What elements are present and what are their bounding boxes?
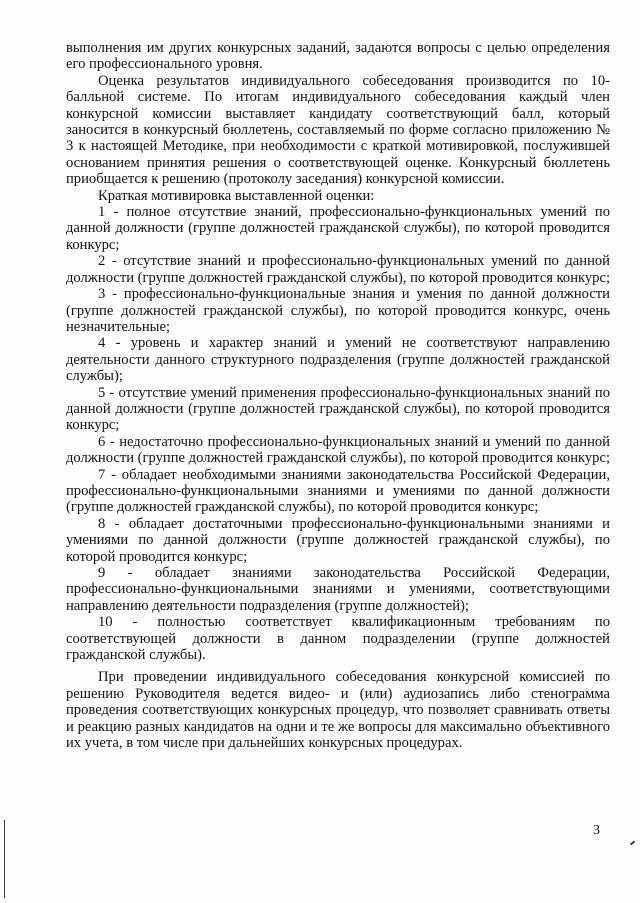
scan-edge-mark [4, 820, 5, 898]
paragraph-13: При проведении индивидуального собеседования конкурсной комиссией по решению Руководителя ведется видео- и (или) аудиозапись либо стенограмма проведения соответствующих конкурсных процедур, что позволяет сравнивать ответы и реакцию разных кандидатов на одни и те же вопросы для максимально объективного их учета, в том числе при дальнейших конкурсных процедурах. [66, 669, 610, 752]
paragraph-11: 9 - обладает знаниями законодательства Российской Федерации, профессионально-функциональными знаниями и умениями, соответствующими направлению деятельности подразделения (группе должностей); [66, 565, 610, 614]
paragraph-4: 2 - отсутствие знаний и профессионально-функциональных умений по данной должности (группе должностей гражданской службы), по которой проводится конкурс; [66, 253, 611, 286]
paragraph-10: 8 - обладает достаточными профессионально-функциональными знаниями и умениями по данной должности (группе должностей гражданской службы), по которой проводится конкурс; [66, 515, 610, 565]
scan-artifact-mark [630, 841, 635, 846]
paragraph-5: 3 - профессионально-функциональные знания и умения по данной должности (группе должностей гражданской службы), по которой проводится конкурс, очень незначительные; [66, 286, 610, 335]
paragraph-3: 1 - полное отсутствие знаний, профессионально-функциональных умений по данной должности (группе должностей гражданской службы), по которой проводится конкурс; [66, 204, 610, 253]
paragraph-1: Оценка результатов индивидуального собеседования производится по 10-балльной системе. По итогам индивидуального собеседования каждый член конкурсной комиссии выставляет кандидату соответствующий балл, который заносится в конкурсный бюллетень, составляемый по форме согласно приложению № 3 к настоящей Методике, при необходимости с краткой мотивировкой, послужившей основанием принятия решения о соответствующей оценке. Конкурсный бюллетень приобщается к решению (протоколу заседания) конкурсной комиссии. [66, 72, 610, 188]
paragraph-2: Краткая мотивировка выставленной оценки: [98, 187, 375, 204]
paragraph-9: 7 - обладает необходимыми знаниями законодательства Российской Федерации, профессионально-функциональными знаниями и умениями по данной должности (группе должностей гражданской службы), по которой проводится конкурс; [66, 466, 610, 516]
document-body [66, 40, 610, 751]
page-number: 3 [593, 823, 600, 838]
paragraph-0: выполнения им других конкурсных заданий, задаются вопросы с целью определения его профессионального уровня. [66, 40, 610, 73]
paragraph-7: 5 - отсутствие умений применения профессионально-функциональных знаний по данной должности (группе должностей гражданской службы), по которой проводится конкурс; [66, 384, 610, 434]
paragraph-6: 4 - уровень и характер знаний и умений не соответствуют направлению деятельности данного структурного подразделения (группе должностей гражданской службы); [66, 335, 610, 385]
paragraph-8: 6 - недостаточно профессионально-функциональных знаний и умений по данной должности (группе должностей гражданской службы), по которой проводится конкурс; [66, 433, 611, 467]
paragraph-12: 10 - полностью соответствует квалификационным требованиям по соответствующей должности в данном подразделении (группе должностей гражданской службы). [66, 614, 610, 664]
